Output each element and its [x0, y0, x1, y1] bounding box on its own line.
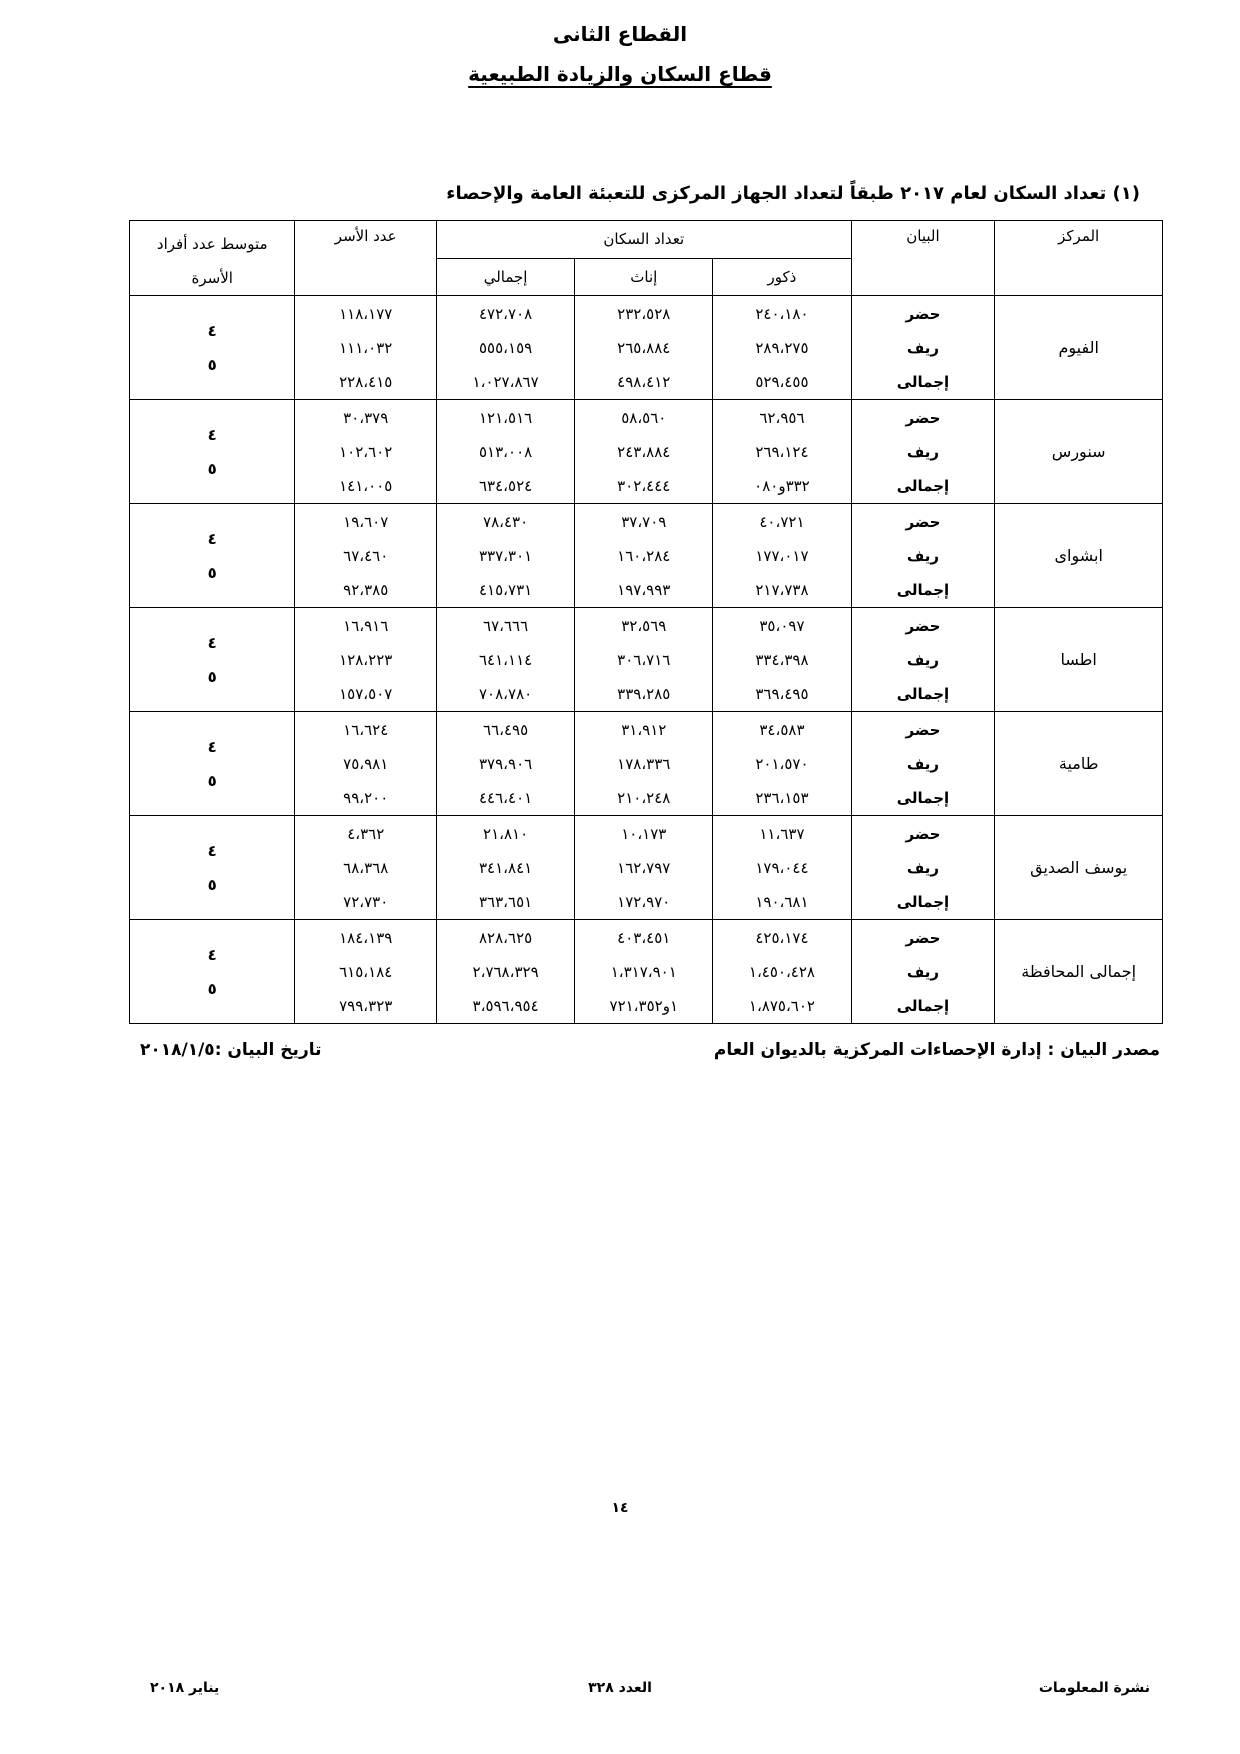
row-label: إجمالى [896, 372, 950, 391]
females-value: ٣٢،٥٦٩ [621, 616, 667, 635]
data-date: تاريخ البيان :٢٠١٨/١/٥ [140, 1040, 322, 1060]
females-value: ٤٩٨،٤١٢ [617, 372, 671, 391]
total-values [437, 920, 575, 1024]
males-values [713, 608, 851, 712]
total-values [437, 816, 575, 920]
col-females: إناث [575, 258, 713, 296]
males-value: ٣٣٤،٣٩٨ [755, 650, 809, 669]
col-avg-household: متوسط عدد أفراد الأسرة [130, 221, 295, 296]
sector-subtitle: قطاع السكان والزيادة الطبيعية [468, 62, 772, 86]
males-value: ٤٠،٧٢١ [759, 512, 805, 531]
households-value: ٧٥،٩٨١ [343, 754, 389, 773]
row-label: إجمالى [896, 476, 950, 495]
females-value: ٢٤٣،٨٨٤ [617, 442, 671, 461]
females-value: ٤٠٣،٤٥١ [617, 928, 671, 947]
households-value: ٧٩٩،٣٢٣ [339, 996, 393, 1015]
avg-household-value: ٤ [207, 321, 217, 340]
row-label: حضر [905, 408, 941, 427]
males-value: ٢٠١،٥٧٠ [755, 754, 809, 773]
table-row [130, 920, 1163, 1024]
households-value: ١١١،٠٣٢ [339, 338, 393, 357]
households-value: ٤،٣٦٢ [347, 824, 385, 843]
households-value: ٩٩،٢٠٠ [343, 788, 389, 807]
total-values [437, 296, 575, 400]
center-name: إجمالى المحافظة [995, 920, 1163, 1024]
males-value: ٢٨٩،٢٧٥ [755, 338, 809, 357]
row-labels [851, 296, 995, 400]
row-label: إجمالى [896, 580, 950, 599]
total-value: ٤١٥،٧٣١ [479, 580, 533, 599]
females-value: ١٠،١٧٣ [621, 824, 667, 843]
males-values [713, 296, 851, 400]
females-value: ١٧٨،٣٣٦ [617, 754, 671, 773]
males-value: ٣٥،٠٩٧ [759, 616, 805, 635]
row-labels [851, 504, 995, 608]
row-labels [851, 712, 995, 816]
total-value: ٣٧٩،٩٠٦ [479, 754, 533, 773]
males-value: ٢٣٦،١٥٣ [755, 788, 809, 807]
total-value: ٥٥٥،١٥٩ [479, 338, 533, 357]
center-name: يوسف الصديق [995, 816, 1163, 920]
avg-household-value: ٥ [207, 667, 217, 686]
households-values [295, 816, 437, 920]
households-values [295, 296, 437, 400]
avg-household-values [130, 400, 295, 504]
table-row [130, 712, 1163, 816]
females-value: ١و٧٢١،٣٥٢ [609, 996, 679, 1015]
center-name: اطسا [995, 608, 1163, 712]
center-name: طامية [995, 712, 1163, 816]
total-value: ٧٨،٤٣٠ [483, 512, 529, 531]
total-value: ٤٧٢،٧٠٨ [479, 304, 533, 323]
households-values [295, 400, 437, 504]
males-value: ١،٨٧٥،٦٠٢ [748, 996, 815, 1015]
row-label: ريف [906, 754, 940, 773]
females-values [575, 296, 713, 400]
avg-household-value: ٤ [207, 425, 217, 444]
row-label: حضر [905, 304, 941, 323]
females-value: ٣١،٩١٢ [621, 720, 667, 739]
avg-household-values [130, 608, 295, 712]
col-statement: البيان [851, 221, 995, 296]
row-label: إجمالى [896, 788, 950, 807]
households-values [295, 712, 437, 816]
households-value: ١٦،٩١٦ [343, 616, 389, 635]
avg-household-values [130, 296, 295, 400]
row-labels [851, 608, 995, 712]
households-value: ١٢٨،٢٢٣ [339, 650, 393, 669]
row-label: ريف [906, 650, 940, 669]
table-caption: (١) تعداد السكان لعام ٢٠١٧ طبقاً لتعداد الجهاز المركزى للتعبئة العامة والإحصاء [446, 183, 1140, 204]
males-value: ٣٤،٥٨٣ [759, 720, 805, 739]
households-value: ٩٢،٣٨٥ [343, 580, 389, 599]
center-name: الفيوم [995, 296, 1163, 400]
total-value: ٢١،٨١٠ [483, 824, 529, 843]
males-value: ٢٤٠،١٨٠ [755, 304, 809, 323]
females-values [575, 504, 713, 608]
males-value: ٢٦٩،١٢٤ [755, 442, 809, 461]
females-value: ٢٦٥،٨٨٤ [617, 338, 671, 357]
sector-title: القطاع الثانى [552, 22, 688, 46]
females-value: ٣٠٦،٧١٦ [617, 650, 671, 669]
avg-household-value: ٤ [207, 529, 217, 548]
avg-household-value: ٤ [207, 737, 217, 756]
row-label: حضر [905, 928, 941, 947]
households-value: ١٦،٦٢٤ [343, 720, 389, 739]
total-value: ٣٤١،٨٤١ [479, 858, 533, 877]
issue-month: يناير ٢٠١٨ [150, 1680, 220, 1696]
males-value: ٣٣٢و٠٨٠ [754, 476, 810, 495]
table-row [130, 400, 1163, 504]
males-value: ١١،٦٣٧ [759, 824, 805, 843]
avg-household-value: ٤ [207, 945, 217, 964]
col-center: المركز [995, 221, 1163, 296]
table-row [130, 608, 1163, 712]
total-values [437, 608, 575, 712]
females-value: ١٦٠،٢٨٤ [617, 546, 671, 565]
males-values [713, 712, 851, 816]
total-value: ٦٣٤،٥٢٤ [479, 476, 533, 495]
households-value: ١٩،٦٠٧ [343, 512, 389, 531]
row-label: حضر [905, 720, 941, 739]
males-values [713, 504, 851, 608]
males-value: ١٧٧،٠١٧ [755, 546, 809, 565]
households-values [295, 504, 437, 608]
households-value: ٢٢٨،٤١٥ [339, 372, 393, 391]
row-label: ريف [906, 442, 940, 461]
row-label: حضر [905, 512, 941, 531]
females-value: ١٩٧،٩٩٣ [617, 580, 671, 599]
center-name: سنورس [995, 400, 1163, 504]
total-value: ٦٤١،١١٤ [479, 650, 533, 669]
households-value: ١٥٧،٥٠٧ [339, 684, 393, 703]
total-value: ٦٧،٦٦٦ [483, 616, 529, 635]
females-value: ٢١٠،٢٤٨ [617, 788, 671, 807]
table-row [130, 816, 1163, 920]
households-value: ١٨٤،١٣٩ [339, 928, 393, 947]
row-labels [851, 400, 995, 504]
females-value: ٢٣٢،٥٢٨ [617, 304, 671, 323]
total-value: ٨٢٨،٦٢٥ [479, 928, 533, 947]
row-label: ريف [906, 338, 940, 357]
households-value: ٦٨،٣٦٨ [343, 858, 389, 877]
females-values [575, 920, 713, 1024]
total-value: ٧٠٨،٧٨٠ [479, 684, 533, 703]
avg-household-value: ٤ [207, 841, 217, 860]
row-label: ريف [906, 962, 940, 981]
table-row [130, 504, 1163, 608]
total-value: ٣،٥٩٦،٩٥٤ [472, 996, 539, 1015]
males-value: ١،٤٥٠،٤٢٨ [748, 962, 815, 981]
row-label: إجمالى [896, 996, 950, 1015]
total-values [437, 400, 575, 504]
females-value: ٣٧،٧٠٩ [621, 512, 667, 531]
row-label: إجمالى [896, 892, 950, 911]
males-value: ٥٢٩،٤٥٥ [755, 372, 809, 391]
col-males: ذكور [713, 258, 851, 296]
total-value: ١،٠٢٧،٨٦٧ [472, 372, 539, 391]
total-values [437, 712, 575, 816]
col-total: إجمالي [437, 258, 575, 296]
total-value: ٣٣٧،٣٠١ [479, 546, 533, 565]
total-value: ١٢١،٥١٦ [479, 408, 533, 427]
row-labels [851, 816, 995, 920]
females-values [575, 816, 713, 920]
row-label: حضر [905, 824, 941, 843]
col-households: عدد الأسر [295, 221, 437, 296]
households-values [295, 920, 437, 1024]
avg-household-values [130, 504, 295, 608]
avg-household-value: ٥ [207, 459, 217, 478]
total-value: ٥١٣،٠٠٨ [479, 442, 533, 461]
total-value: ٦٦،٤٩٥ [483, 720, 529, 739]
publication-name: نشرة المعلومات [1038, 1680, 1150, 1696]
avg-household-values [130, 712, 295, 816]
col-population: تعداد السكان [437, 221, 852, 259]
population-table [129, 220, 1163, 1024]
males-values [713, 816, 851, 920]
row-label: ريف [906, 858, 940, 877]
avg-household-value: ٥ [207, 979, 217, 998]
females-value: ٣٠٢،٤٤٤ [617, 476, 671, 495]
females-value: ٣٣٩،٢٨٥ [617, 684, 671, 703]
households-value: ٦٧،٤٦٠ [343, 546, 389, 565]
issue-number: العدد ٣٢٨ [588, 1680, 652, 1696]
households-value: ١٤١،٠٠٥ [339, 476, 393, 495]
males-values [713, 400, 851, 504]
center-name: ابشواى [995, 504, 1163, 608]
households-value: ٧٢،٧٣٠ [343, 892, 389, 911]
households-value: ٣٠،٣٧٩ [343, 408, 389, 427]
females-values [575, 608, 713, 712]
avg-household-value: ٥ [207, 563, 217, 582]
total-value: ٣٦٣،٦٥١ [479, 892, 533, 911]
total-values [437, 504, 575, 608]
males-value: ٢١٧،٧٣٨ [755, 580, 809, 599]
avg-household-value: ٥ [207, 355, 217, 374]
females-value: ١٧٢،٩٧٠ [617, 892, 671, 911]
males-value: ٣٦٩،٤٩٥ [755, 684, 809, 703]
females-values [575, 712, 713, 816]
households-value: ٦١٥،١٨٤ [339, 962, 393, 981]
page-number: ١٤ [611, 1500, 629, 1516]
avg-household-value: ٥ [207, 875, 217, 894]
avg-household-values [130, 920, 295, 1024]
males-value: ١٧٩،٠٤٤ [755, 858, 809, 877]
row-labels [851, 920, 995, 1024]
households-value: ١٠٢،٦٠٢ [339, 442, 393, 461]
total-value: ٤٤٦،٤٠١ [479, 788, 533, 807]
males-value: ٤٢٥،١٧٤ [755, 928, 809, 947]
data-source: مصدر البيان : إدارة الإحصاءات المركزية بالديوان العام [713, 1040, 1160, 1060]
males-values [713, 920, 851, 1024]
females-value: ١٦٢،٧٩٧ [617, 858, 671, 877]
avg-household-values [130, 816, 295, 920]
row-label: إجمالى [896, 684, 950, 703]
households-values [295, 608, 437, 712]
avg-household-value: ٥ [207, 771, 217, 790]
males-value: ١٩٠،٦٨١ [755, 892, 809, 911]
avg-household-value: ٤ [207, 633, 217, 652]
table-row [130, 296, 1163, 400]
row-label: حضر [905, 616, 941, 635]
females-value: ١،٣١٧،٩٠١ [610, 962, 677, 981]
females-value: ٥٨،٥٦٠ [621, 408, 667, 427]
total-value: ٢،٧٦٨،٣٢٩ [472, 962, 539, 981]
row-label: ريف [906, 546, 940, 565]
households-value: ١١٨،١٧٧ [339, 304, 393, 323]
males-value: ٦٢،٩٥٦ [759, 408, 805, 427]
females-values [575, 400, 713, 504]
